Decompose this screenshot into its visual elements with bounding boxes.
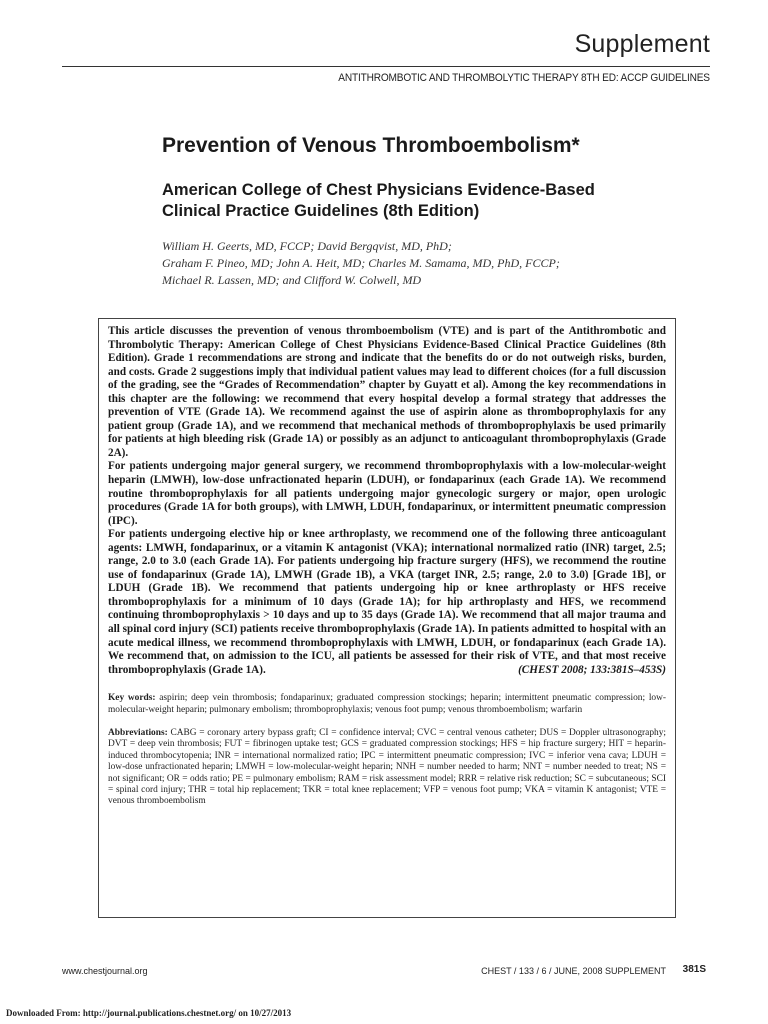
page-number: 381S [682,964,706,975]
abstract-paragraph: This article discusses the prevention of venous thromboembolism (VTE) and is part of the Antithrombotic and Thrombolytic Therapy: American College of Chest Physicians Evidence-Based Clinical Practice Guidelines (8th Edition). Grade 1 recommendations are strong and indicate that the benefits do or do not outweigh risks, burden, and costs. Grade 2 suggestions imply that individual patient values may lead to different choices (for a full discussion of the grading, see the “Grades of Recommendation” chapter by Guyatt et al). Among the key recommendations in this chapter are the following: we recommend that every hospital develop a formal strategy that addresses the prevention of VTE (Grade 1A). We recommend against the use of aspirin alone as thromboprophylaxis for any patient group (Grade 1A), and we recommend that mechanical methods of thromboprophylaxis be used primarily for patients at high bleeding risk (Grade 1A) or possibly as an adjunct to anticoagulant thromboprophylaxis (Grade 2A). [108,325,666,459]
abbreviations-label: Abbreviations: [108,728,168,739]
section-label: Supplement [574,30,710,58]
abbreviations-text: CABG = coronary artery bypass graft; CI = confidence interval; CVC = central venous catheter; DUS = Doppler ultrasonography; DVT = deep vein thrombosis; FUT = fibrinogen uptake test; GCS = graduated compression stockings; HFS = hip fracture surgery; HIT = heparin-induced thrombocytopenia; INR = international normalized ratio; IPC = intermittent pneumatic compression; IVC = inferior vena cava; LDUH = low-dose unfractionated heparin; LMWH = low-molecular-weight heparin; NNH = number needed to harm; NNT = number needed to treat; NS = not significant; OR = odds ratio; PE = pulmonary embolism; RAM = risk assessment model; RRR = relative risk reduction; SC = subcutaneous; SCI = spinal cord injury; THR = total hip replacement; TKR = total knee replacement; VFP = venous foot pump; VKA = vitamin K antagonist; VTE = venous thromboembolism [108,728,667,807]
author-line: Michael R. Lassen, MD; and Clifford W. Colwell, MD [162,273,422,287]
abbreviations [108,728,666,808]
abstract-paragraph: For patients undergoing major general surgery, we recommend thromboprophylaxis with a low-molecular-weight heparin (LMWH), low-dose unfractionated heparin (LDUH), or fondaparinux (each Grade 1A). We recommend routine thromboprophylaxis for all patients undergoing major gynecologic surgery or major, open urologic procedures (Grade 1A for both groups), with LMWH, LDUH, fondaparinux, or intermittent pneumatic compression (IPC). [108,460,666,527]
abstract-text [108,325,666,677]
abstract-paragraph-text: For patients undergoing elective hip or knee arthroplasty, we recommend one of the following three anticoagulant agents: LMWH, fondaparinux, or a vitamin K antagonist (VKA); international normalized ratio (INR) target, 2.5; range, 2.0 to 3.0 (each Grade 1A). For patients undergoing hip fracture surgery (HFS), we recommend the routine use of fondaparinux (Grade 1A), LMWH (Grade 1B), a VKA (target INR, 2.5; range, 2.0 to 3.0) [Grade 1B], or LDUH (Grade 1B). We recommend that patients undergoing hip or knee arthroplasty or HFS receive thromboprophylaxis for a minimum of 10 days (Grade 1A); for hip arthroplasty and HFS, we recommend continuing thromboprophylaxis > 10 days and up to 35 days (Grade 1A). We recommend that all major trauma and all spinal cord injury (SCI) patients receive thromboprophylaxis (Grade 1A). In patients admitted to hospital with an acute medical illness, we recommend thromboprophylaxis with LMWH, LDUH, or fondaparinux (each Grade 1A). We recommend that, on admission to the ICU, all patients be assessed for their risk of VTE, and that most receive thromboprophylaxis (Grade 1A). [108,528,666,676]
download-notice: Downloaded From: http://journal.publications.chestnet.org/ on 10/27/2013 [6,1008,292,1018]
article-subtitle: American College of Chest Physicians Evidence-Based Clinical Practice Guidelines (8th Edition) [162,181,595,220]
abstract-paragraph [108,528,666,677]
author-line: Graham F. Pineo, MD; John A. Heit, MD; Charles M. Samama, MD, PhD, FCCP; [162,256,560,270]
article-title: Prevention of Venous Thromboembolism* [162,134,580,157]
keywords-text: aspirin; deep vein thrombosis; fondaparinux; graduated compression stockings; heparin; intermittent pneumatic compression; low-molecular-weight heparin; pulmonary embolism; thromboprophylaxis; venous foot pump; venous thromboembolism; warfarin [108,693,667,715]
journal-url[interactable]: www.chestjournal.org [62,966,148,976]
header-rule [62,66,710,67]
citation: (CHEST 2008; 133:381S–453S) [518,663,666,676]
author-list [162,238,682,289]
keywords-label: Key words: [108,693,156,704]
journal-info: CHEST / 133 / 6 / JUNE, 2008 SUPPLEMENT [481,966,666,976]
author-line: William H. Geerts, MD, FCCP; David Bergqvist, MD, PhD; [162,239,452,253]
running-head: ANTITHROMBOTIC AND THROMBOLYTIC THERAPY 8TH ED: ACCP GUIDELINES [338,72,710,84]
keywords [108,693,666,716]
abstract-box [98,318,676,918]
